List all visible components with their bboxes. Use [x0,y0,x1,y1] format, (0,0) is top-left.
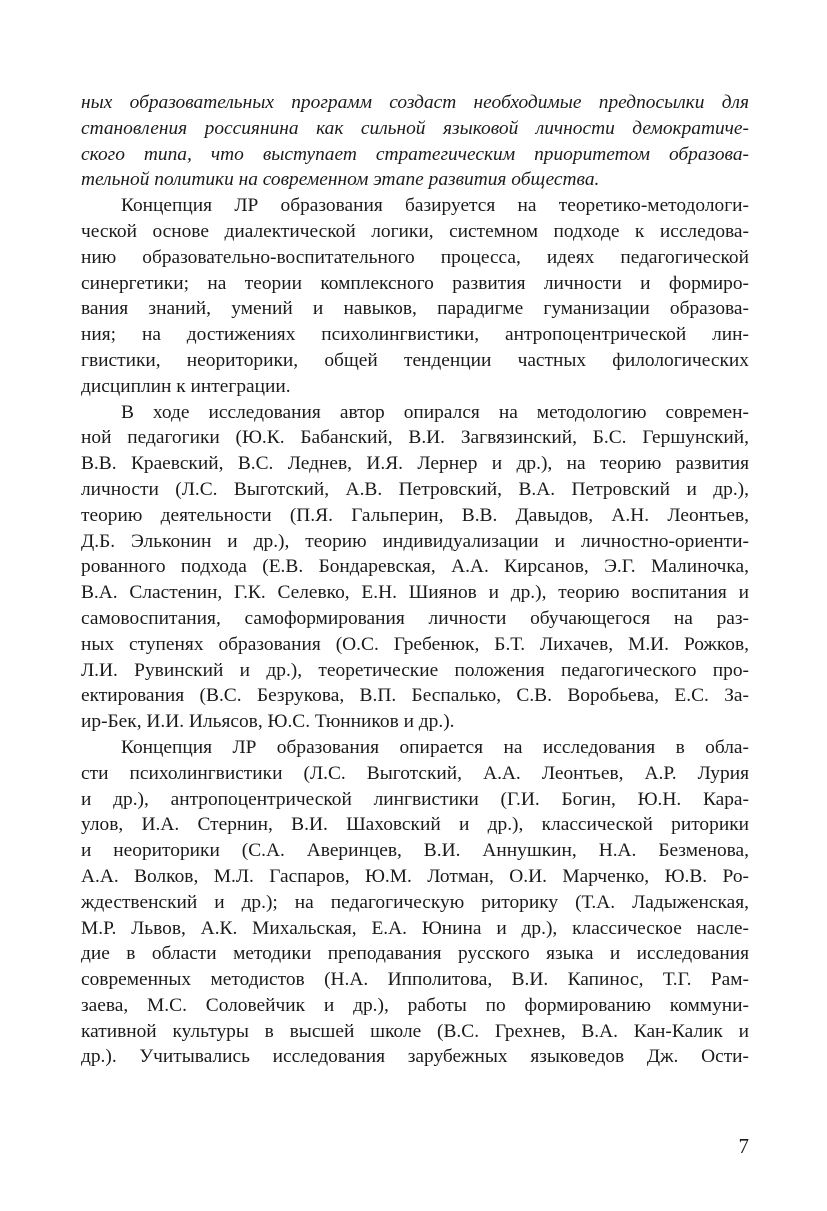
text-line: нию образовательно-воспитательного процесса, идеях педагогической [81,246,749,268]
text-line: ждественский и др.); на педагогическую риторику (Т.А. Ладыженская, [81,891,749,913]
text-line: современных методистов (Н.А. Ипполитова, В.И. Капинос, Т.Г. Рам- [81,969,749,991]
text-line: ческой основе диалектической логики, системном подходе к исследова- [81,220,749,242]
text-line: улов, И.А. Стернин, В.И. Шаховский и др.), классической риторики [81,814,749,836]
page-number: 7 [738,1134,749,1158]
text-line: становления россиянина как сильной языковой личности демократиче- [81,117,749,139]
paragraph-research-areas [81,735,749,1070]
text-line: ния; на достижениях психолингвистики, антропоцентрической лин- [81,324,749,346]
text-line: В.А. Сластенин, Г.К. Селевко, Е.Н. Шиянов и др.), теорию воспитания и [81,582,749,604]
text-line: Концепция ЛР образования базируется на теоретико-методологи- [121,195,749,217]
text-line: сти психолингвистики (Л.С. Выготский, А.А. Леонтьев, А.Р. Лурия [81,762,749,784]
text-line: ского типа, что выступает стратегическим приоритетом образова- [81,143,749,165]
text-line: А.А. Волков, М.Л. Гаспаров, Ю.М. Лотман, О.И. Марченко, Ю.В. Ро- [81,865,749,887]
paragraph-methodology [81,400,749,735]
text-line: дие в области методики преподавания русского языка и исследования [81,943,749,965]
text-line: М.Р. Львов, А.К. Михальская, Е.А. Юнина и др.), классическое насле- [81,917,749,939]
text-line: кативной культуры в высшей школе (В.С. Грехнев, В.А. Кан-Калик и [81,1020,749,1042]
text-line: ных образовательных программ создаст необходимые предпосылки для [81,92,749,113]
text-line: теорию деятельности (П.Я. Гальперин, В.В. Давыдов, А.Н. Леонтьев, [81,504,749,526]
text-line: др.). Учитывались исследования зарубежных языковедов Дж. Ости- [81,1046,749,1068]
text-line: ектирования (В.С. Безрукова, В.П. Беспалько, С.В. Воробьева, Е.С. За- [81,685,749,707]
text-line: личности (Л.С. Выготский, А.В. Петровский, В.А. Петровский и др.), [81,478,749,500]
text-line: вания знаний, умений и навыков, парадигме гуманизации образова- [81,298,749,320]
text-line: и неориторики (С.А. Аверинцев, В.И. Аннушкин, Н.А. Безменова, [81,840,749,862]
text-line: рованного подхода (Е.В. Бондаревская, А.А. Кирсанов, Э.Г. Малиночка, [81,556,749,578]
text-line: Л.И. Рувинский и др.), теоретические положения педагогического про- [81,659,749,681]
text-line: и др.), антропоцентрической лингвистики (Г.И. Богин, Ю.Н. Кара- [81,788,749,810]
text-line: синергетики; на теории комплексного развития личности и формиро- [81,272,749,294]
text-line: тельной политики на современном этапе развития общества. [81,169,600,191]
text-line: Д.Б. Эльконин и др.), теорию индивидуализации и личностно-ориенти- [81,530,749,552]
text-line: ной педагогики (Ю.К. Бабанский, В.И. Загвязинский, Б.С. Гершунский, [81,427,749,449]
text-line: самовоспитания, самоформирования личности обучающегося на раз- [81,607,749,629]
text-line: ных ступенях образования (О.С. Гребенюк, Б.Т. Лихачев, М.И. Рожков, [81,633,749,655]
text-line: дисциплин к интеграции. [81,375,291,397]
text-line: гвистики, неориторики, общей тенденции частных филологических [81,349,749,371]
text-line: Концепция ЛР образования опирается на исследования в обла- [121,736,749,758]
text-line: В.В. Краевский, В.С. Леднев, И.Я. Лернер и др.), на теорию развития [81,453,749,475]
paragraph-concept-basis [81,193,749,399]
text-line: ир-Бек, И.И. Ильясов, Ю.С. Тюнников и др.). [81,711,455,733]
text-line: заева, М.С. Соловейчик и др.), работы по формированию коммуни- [81,994,749,1016]
body-text [81,90,749,1070]
paragraph-intro-italic [81,90,749,193]
text-line: В ходе исследования автор опирался на методологию современ- [121,401,749,423]
